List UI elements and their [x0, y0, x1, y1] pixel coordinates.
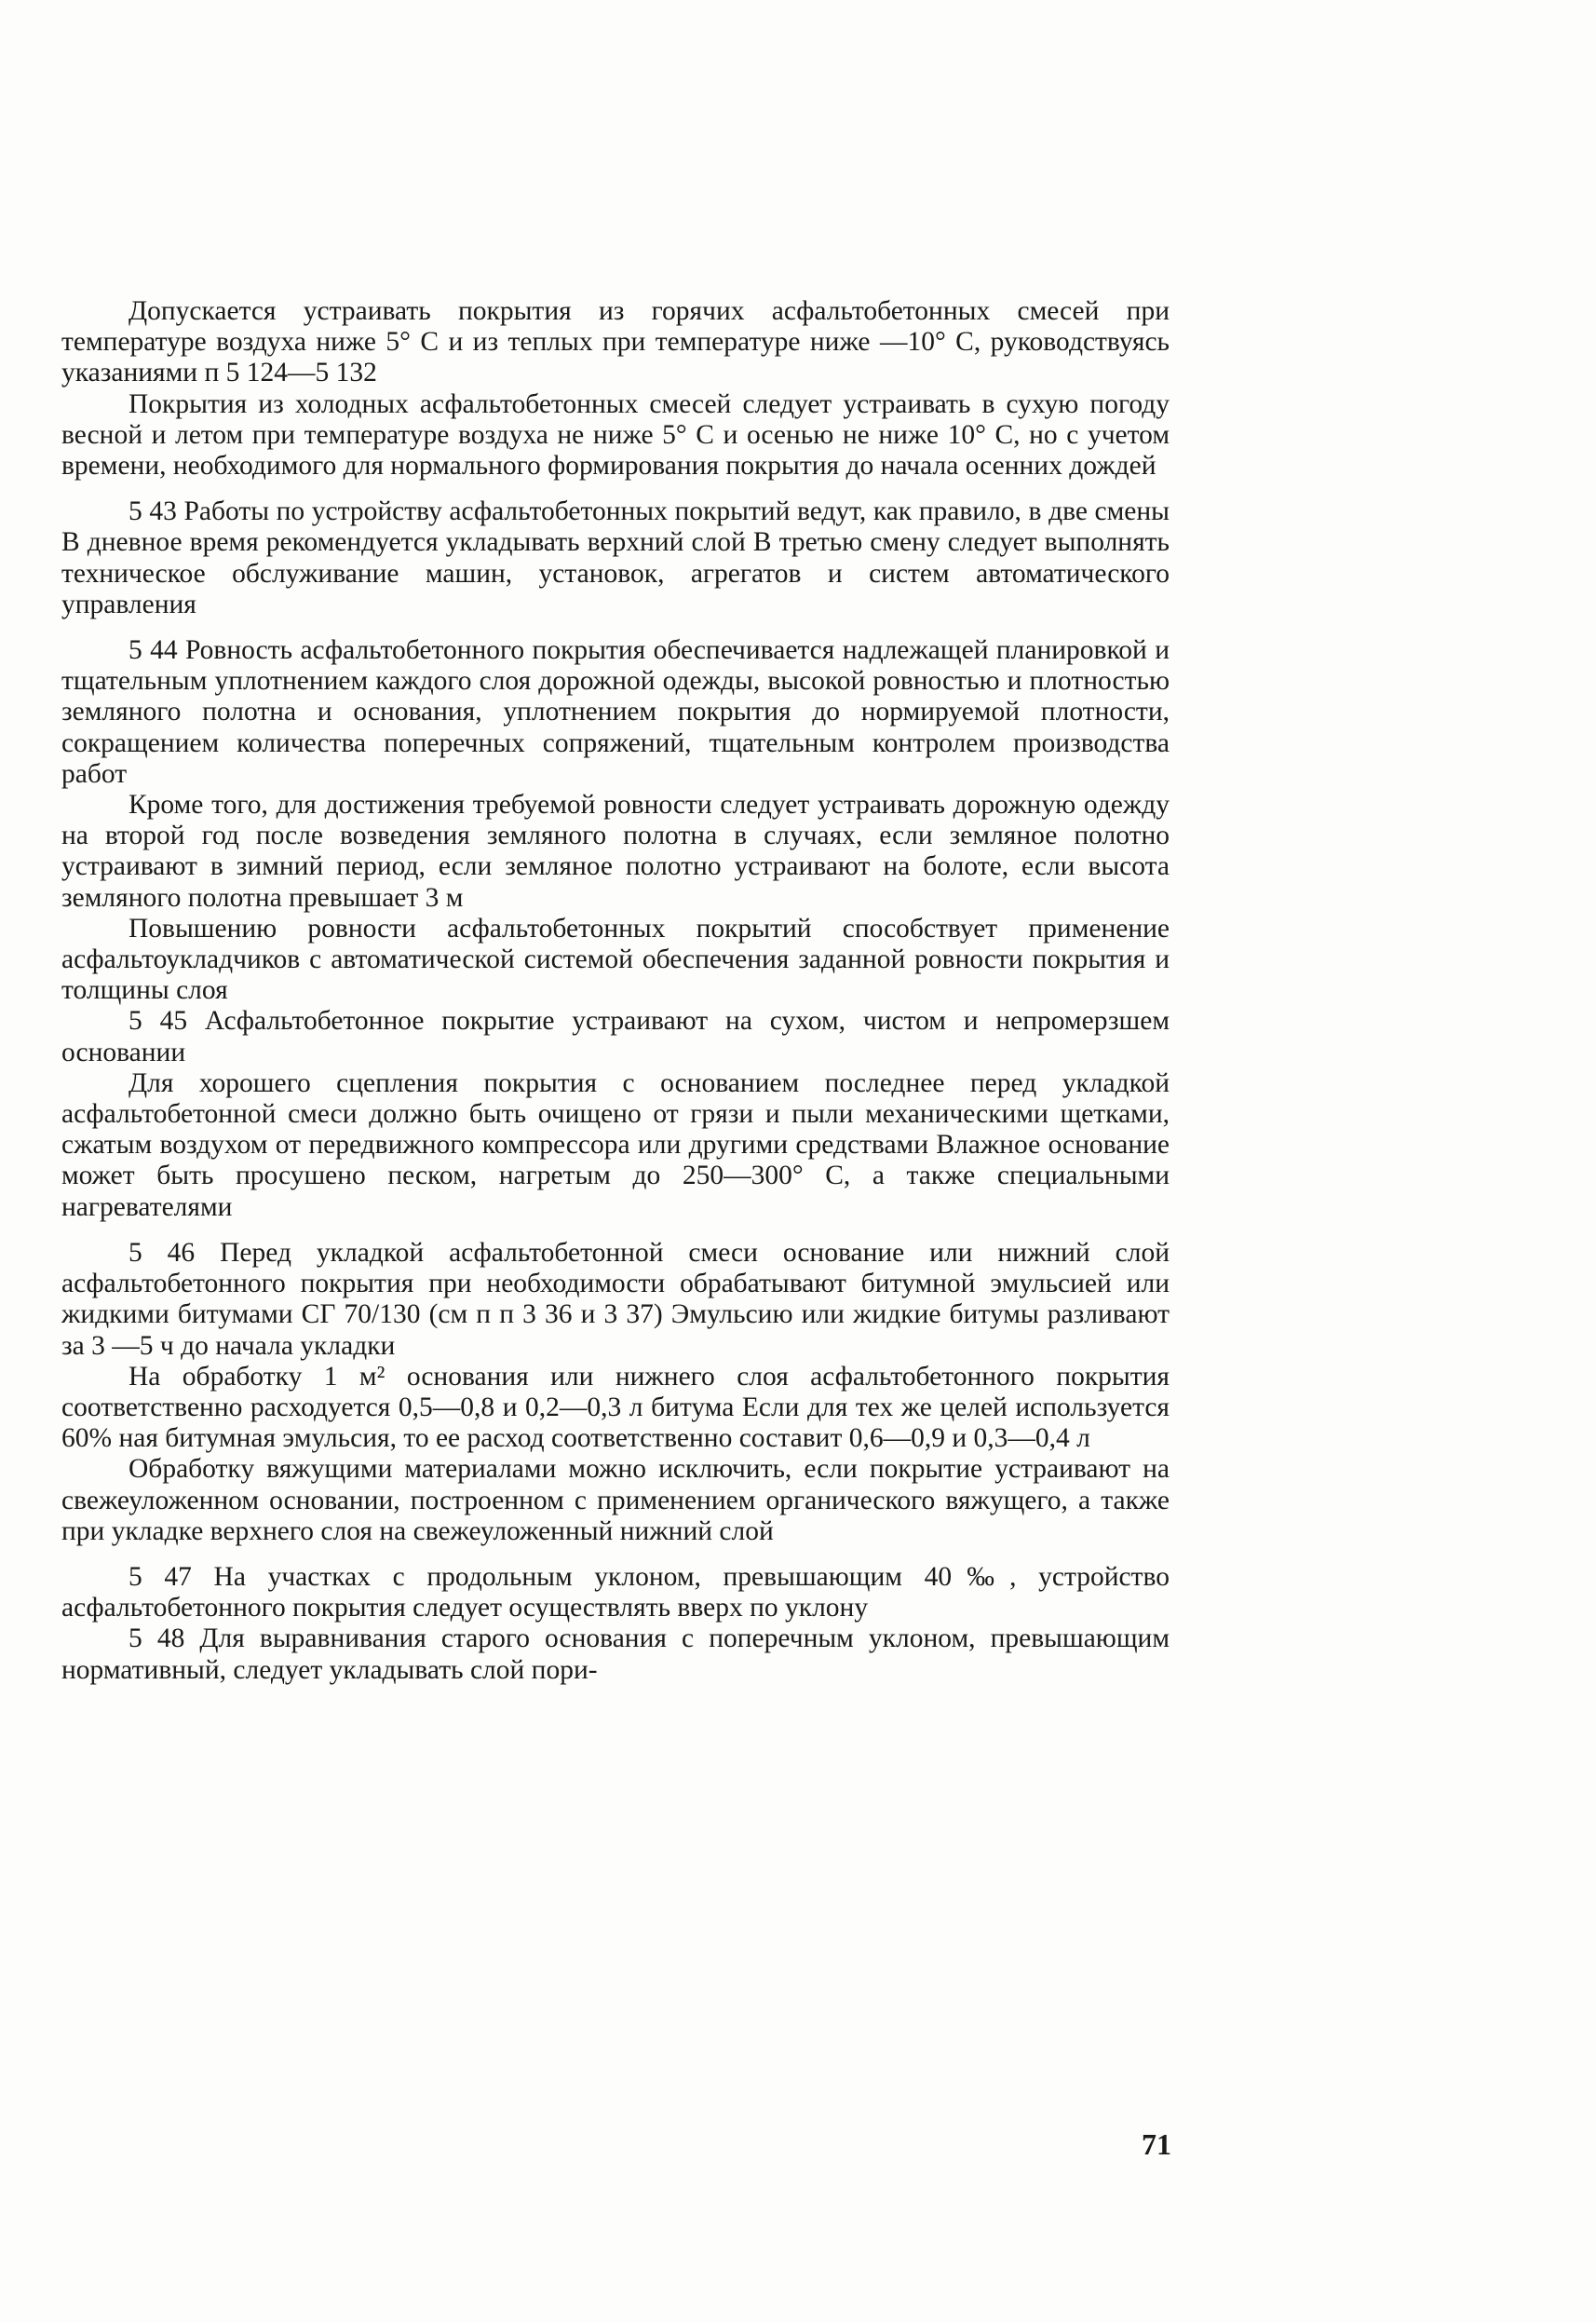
paragraph: 5 44 Ровность асфальтобетонного покрытия обеспечивается надлежащей планировкой и тщательным уплотнением каждого слоя дорожной одежды, высокой ровностью и плотностью земляного полотна и основания, уплотнением покрытия до нормируемой плотности, сокращением количества поперечных сопряжений, тщательным контролем производства работ — [61, 635, 1170, 789]
paragraph: 5 45 Асфальтобетонное покрытие устраивают на сухом, чистом и непромерзшем основании — [61, 1006, 1170, 1067]
paragraph: Для хорошего сцепления покрытия с основанием последнее перед укладкой асфальтобетонной смеси должно быть очищено от грязи и пыли механическими щетками, сжатым воздухом от передвижного компрессора или другими средствами Влажное основание может быть просушено песком, нагретым до 250—300° С, а также специальными нагревателями — [61, 1067, 1170, 1222]
paragraph: Покрытия из холодных асфальтобетонных смесей следует устраивать в сухую погоду весной и летом при температуре воздуха не ниже 5° С и осенью не ниже 10° С, но с учетом времени, необходимого для нормального формирования покрытия до начала осенних дождей — [61, 388, 1170, 482]
paragraph: 5 47 На участках с продольным уклоном, превышающим 40‰, устройство асфальтобетонного покрытия следует осуществлять вверх по уклону — [61, 1561, 1170, 1623]
paragraph: Обработку вяжущими материалами можно исключить, если покрытие устраивают на свежеуложенном основании, построенном с применением органического вяжущего, а также при укладке верхнего слоя на свежеуложенный нижний слой — [61, 1454, 1170, 1546]
paragraph: Кроме того, для достижения требуемой ровности следует устраивать дорожную одежду на второй год после возведения земляного полотна в случаях, если земляное полотно устраивают в зимний период, если земляное полотно устраивают на болоте, если высота земляного полотна превышает 3 м — [61, 790, 1170, 913]
page-number: 71 — [1142, 2127, 1171, 2161]
paragraph: На обработку 1 м² основания или нижнего слоя асфальтобетонного покрытия соответственно расходуется 0,5—0,8 и 0,2—0,3 л битума Если для тех же целей используется 60% ная битумная эмульсия, то ее расход соответственно составит 0,6—0,9 и 0,3—0,4 л — [61, 1361, 1170, 1454]
paragraph: 5 46 Перед укладкой асфальтобетонной смеси основание или нижний слой асфальтобетонного покрытия при необходимости обрабатывают битумной эмульсией или жидкими битумами СГ 70/130 (см п п 3 36 и 3 37) Эмульсию или жидкие битумы разливают за 3 —5 ч до начала укладки — [61, 1237, 1170, 1361]
paragraph: 5 48 Для выравнивания старого основания с поперечным уклоном, превышающим нормативный, следует укладывать слой пори- — [61, 1623, 1170, 1685]
body-text — [61, 296, 1170, 1686]
paragraph: Допускается устраивать покрытия из горячих асфальтобетонных смесей при температуре воздуха ниже 5° С и из теплых при температуре ниже —10° С, руководствуясь указаниями п 5 124—5 132 — [61, 296, 1170, 388]
paragraph: Повышению ровности асфальтобетонных покрытий способствует применение асфальтоукладчиков с автоматической системой обеспечения заданной ровности покрытия и толщины слоя — [61, 913, 1170, 1006]
paragraph: 5 43 Работы по устройству асфальтобетонных покрытий ведут, как правило, в две смены В дневное время рекомендуется укладывать верхний слой В третью смену следует выполнять техническое обслуживание машин, установок, агрегатов и систем автоматического управления — [61, 496, 1170, 619]
